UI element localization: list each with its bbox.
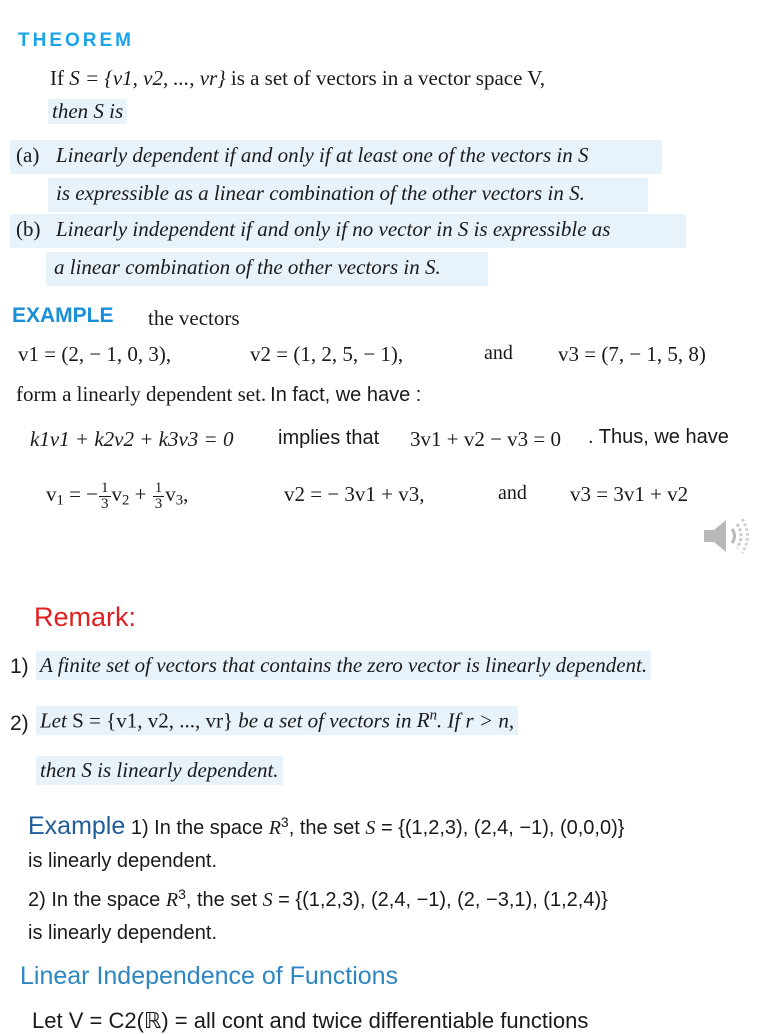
relation-v1: $v_1$ = − $\frac{1}{3}$ $v_2$ + $\frac{1}{3}$ $v_3$, (46, 479, 189, 512)
theorem-b-line1: Linearly independent if and only if no vector in S is expressible as (56, 217, 611, 241)
in-fact-text: In fact, we have : (270, 384, 422, 406)
vector-v3: v3 = (7, − 1, 5, 8) (558, 342, 706, 366)
theorem-a-line2: is expressible as a linear combination of the other vectors in S. (56, 181, 585, 205)
implies-text: implies that (278, 427, 380, 449)
remark-item2-line1 (36, 706, 518, 735)
example2-line2: is linearly dependent. (28, 850, 218, 872)
relation-v2: v2 = − 3v1 + v3, (284, 482, 425, 506)
example-heading: EXAMPLE (12, 304, 114, 327)
remark-item2-number: 2) (10, 712, 29, 735)
theorem-b-line2: a linear combination of the other vectors in S. (54, 255, 441, 279)
theorem-if: If (50, 66, 70, 90)
theorem-line1 (50, 66, 545, 91)
thus-text: . Thus, we have (588, 426, 729, 448)
form-text: form a linearly dependent set. (16, 382, 267, 406)
remark-item2-line2: then S is linearly dependent. (36, 756, 283, 785)
remark-heading: Remark: (34, 602, 137, 632)
example2-line1: Example 1) In the space $R^3$, the set S = {(1,2,3), (2,4, −1), (0,0,0)} (28, 812, 625, 840)
section-heading: Linear Independence of Functions (20, 962, 399, 990)
equation-dependence: 3v1 + v2 − v3 = 0 (410, 427, 562, 451)
example2-heading: Example (28, 812, 126, 840)
speaker-icon[interactable] (700, 512, 756, 560)
remark-item1-text: A finite set of vectors that contains the zero vector is linearly dependent. (36, 651, 651, 680)
theorem-vector-space: is a set of vectors in a vector space V, (225, 66, 545, 90)
remark-condition: r > n, (465, 708, 515, 733)
remark-set: S = {v1, v2, ..., vr} (72, 708, 234, 733)
example2-line3: 2) In the space $R^3$, the set S = {(1,2,3), (2,4, −1), (2, −3,1), (1,2,4)} (28, 886, 608, 911)
theorem-b-label: (b) (16, 217, 41, 241)
theorem-heading: THEOREM (18, 30, 134, 51)
vector-v1: v1 = (2, − 1, 0, 3), (18, 342, 172, 366)
theorem-a-line1: Linearly dependent if and only if at least one of the vectors in S (56, 143, 589, 167)
example2-line4: is linearly dependent. (28, 922, 218, 944)
remark-rn: $R^n$ (416, 708, 437, 733)
remark-if: . If (436, 708, 461, 733)
equation-combination: k1v1 + k2v2 + k3v3 = 0 (30, 427, 234, 451)
theorem-line2: then S is (48, 99, 127, 124)
remark-be-a-set: be a set of vectors in (238, 708, 412, 733)
form-line (16, 382, 421, 407)
theorem-a-label: (a) (16, 143, 40, 167)
remark-item1-number: 1) (10, 655, 29, 678)
relation-v3: v3 = 3v1 + v2 (570, 482, 689, 506)
vector-v2: v2 = (1, 2, 5, − 1), (250, 342, 404, 366)
example-intro: the vectors (148, 306, 240, 330)
vector-and: and (484, 342, 513, 364)
section-cut-line: Let V = C2(ℝ) = all cont and twice differentiable functions (32, 1008, 589, 1033)
remark-let: Let (40, 708, 67, 733)
theorem-set: S = {v1, v2, ..., vr} (69, 66, 226, 90)
relation-and: and (498, 482, 527, 504)
example2-block (28, 806, 624, 950)
